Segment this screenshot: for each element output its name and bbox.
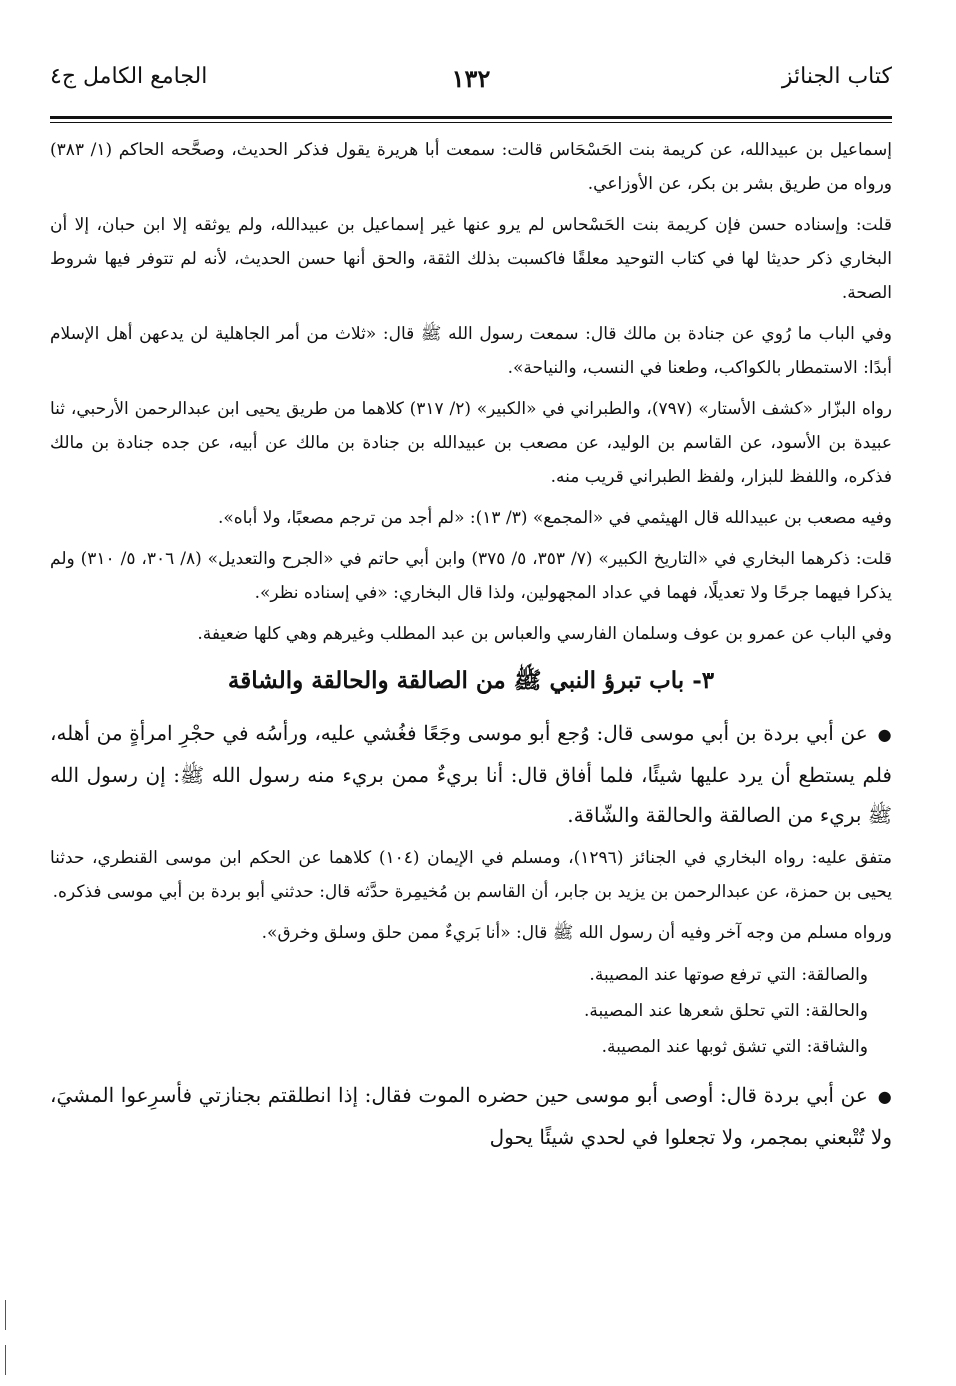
header-book-title: الجامع الكامل ج٤ xyxy=(50,64,208,89)
definition-line: والشاقة: التي تشق ثوبها عند المصيبة. xyxy=(601,1037,868,1057)
document-page xyxy=(50,52,892,1163)
bullet-icon: ● xyxy=(877,725,892,744)
hadith-text xyxy=(50,1075,892,1157)
definition-line: والحالقة: التي تحلق شعرها عند المصيبة. xyxy=(583,1001,868,1021)
section-heading: ٣- باب تبرؤ النبي ﷺ من الصالقة والحالقة والشاقة xyxy=(227,667,715,694)
commentary-paragraph: قلت: ذكرهما البخاري في «التاريخ الكبير» (٧/ ٣٥٣، ٥/ ٣٧٥) وابن أبي حاتم في «الجرح والتعديل» (٨/ ٣٠٦، ٥/ ٣١٠) ولم يذكرا فيهما جرحًا ولا تعديلًا، فهما في عداد المجهولين، ولذا قال البخاري: «في إسناده نظر». xyxy=(50,549,893,603)
header-rule-thin xyxy=(50,122,892,123)
header-book-section: كتاب الجنائز xyxy=(781,64,892,89)
commentary-paragraph: وفيه مصعب بن عبيدالله قال الهيثمي في «المجمع» (٣/ ١٣): «لم أجد من ترجم مصعبًا، ولا أباه». xyxy=(217,508,892,528)
commentary-paragraph: متفق عليه: رواه البخاري في الجنائز (١٢٩٦)، ومسلم في الإيمان (١٠٤) كلاهما عن الحكم ابن موسى القنطري، حدثنا يحيى بن حمزة، عن عبدالرحمن بن يزيد بن جابر، أن القاسم بن مُخيمِرة حدَّثه قال: حدثني أبو بردة بن أبي موسى فذكره. xyxy=(50,848,892,902)
commentary-paragraph: قلت: وإسناده حسن فإن كريمة بنت الحَسْحاس لم يرو عنها غير إسماعيل بن عبيدالله، ولم يوثقه إلا ابن حبان، إلا أن البخاري ذكر حديثا لها في كتاب التوحيد معلقًا فاكسبت بذلك الثقة، والحق أنها حسن الحديث، لأنه لم تتوفر فيها شروط الصحة. xyxy=(50,215,892,303)
hadith-body: عن أبي بردة قال: أوصى أبو موسى حين حضره الموت فقال: إذا انطلقتم بجنازتي فأسرِعوا المشيَ، ولا تُتْبعني بمجمر، ولا تجعلوا في لحدي شيئًا يحول xyxy=(50,1083,892,1149)
page-body xyxy=(50,133,892,1157)
header-rule-thick xyxy=(50,116,892,119)
commentary-paragraph: رواه البزّار «كشف الأستار» (٧٩٧)، والطبراني في «الكبير» (٢/ ٣١٧) كلاهما من طريق يحيى ابن عبدالرحمن الأرحبي، ثنا عبيدة بن الأسود، عن القاسم بن الوليد، عن مصعب بن عبيدالله بن جنادة بن مالك عن أبيه، عن جده جنادة بن مالك فذكره، واللفظ للبزار، ولفظ الطبراني قريب منه. xyxy=(50,399,892,487)
hadith-text xyxy=(50,713,892,835)
definition-line: والصالقة: التي ترفع صوتها عند المصيبة. xyxy=(589,965,868,985)
bullet-icon: ● xyxy=(877,1087,893,1106)
commentary-paragraph: ورواه مسلم من وجه آخر وفيه أن رسول الله ﷺ قال: «أنا بَريءٌ ممن حلق وسلق وخرق». xyxy=(261,923,892,943)
commentary-paragraph: وفي الباب عن عمرو بن عوف وسلمان الفارسي والعباس بن عبد المطلب وغيرهم وهي كلها ضعيفة. xyxy=(197,624,892,644)
commentary-paragraph: وفي الباب ما رُوي عن جنادة بن مالك قال: سمعت رسول الله ﷺ قال: «ثلاث من أمر الجاهلية لن يدعهن أهل الإسلام أبدًا: الاستمطار بالكواكب، وطعنا في النسب، والنياحة». xyxy=(50,324,892,378)
header-page-number: ١٣٢ xyxy=(451,64,491,93)
scan-margin-mark xyxy=(5,1345,6,1375)
scan-margin-mark xyxy=(5,1300,6,1330)
page-header xyxy=(50,52,892,112)
commentary-paragraph: إسماعيل بن عبيدالله، عن كريمة بنت الحَسْحَاس قالت: سمعت أبا هريرة يقول فذكر الحديث، وصحَّحه الحاكم (١/ ٣٨٣) ورواه من طريق بشر بن بكر، عن الأوزاعي. xyxy=(50,140,892,194)
hadith-body: عن أبي بردة بن أبي موسى قال: وُجع أبو موسى وجَعًا فغُشي عليه، ورأسُه في حجْرِ امرأةٍ من أهله، فلم يستطع أن يرد عليها شيئًا، فلما أفاق قال: أنا بريءٌ ممن بريء منه رسول الله ﷺ: إن رسول الله ﷺ بريء من الصالقة والحالقة والشّاقة. xyxy=(50,721,892,827)
